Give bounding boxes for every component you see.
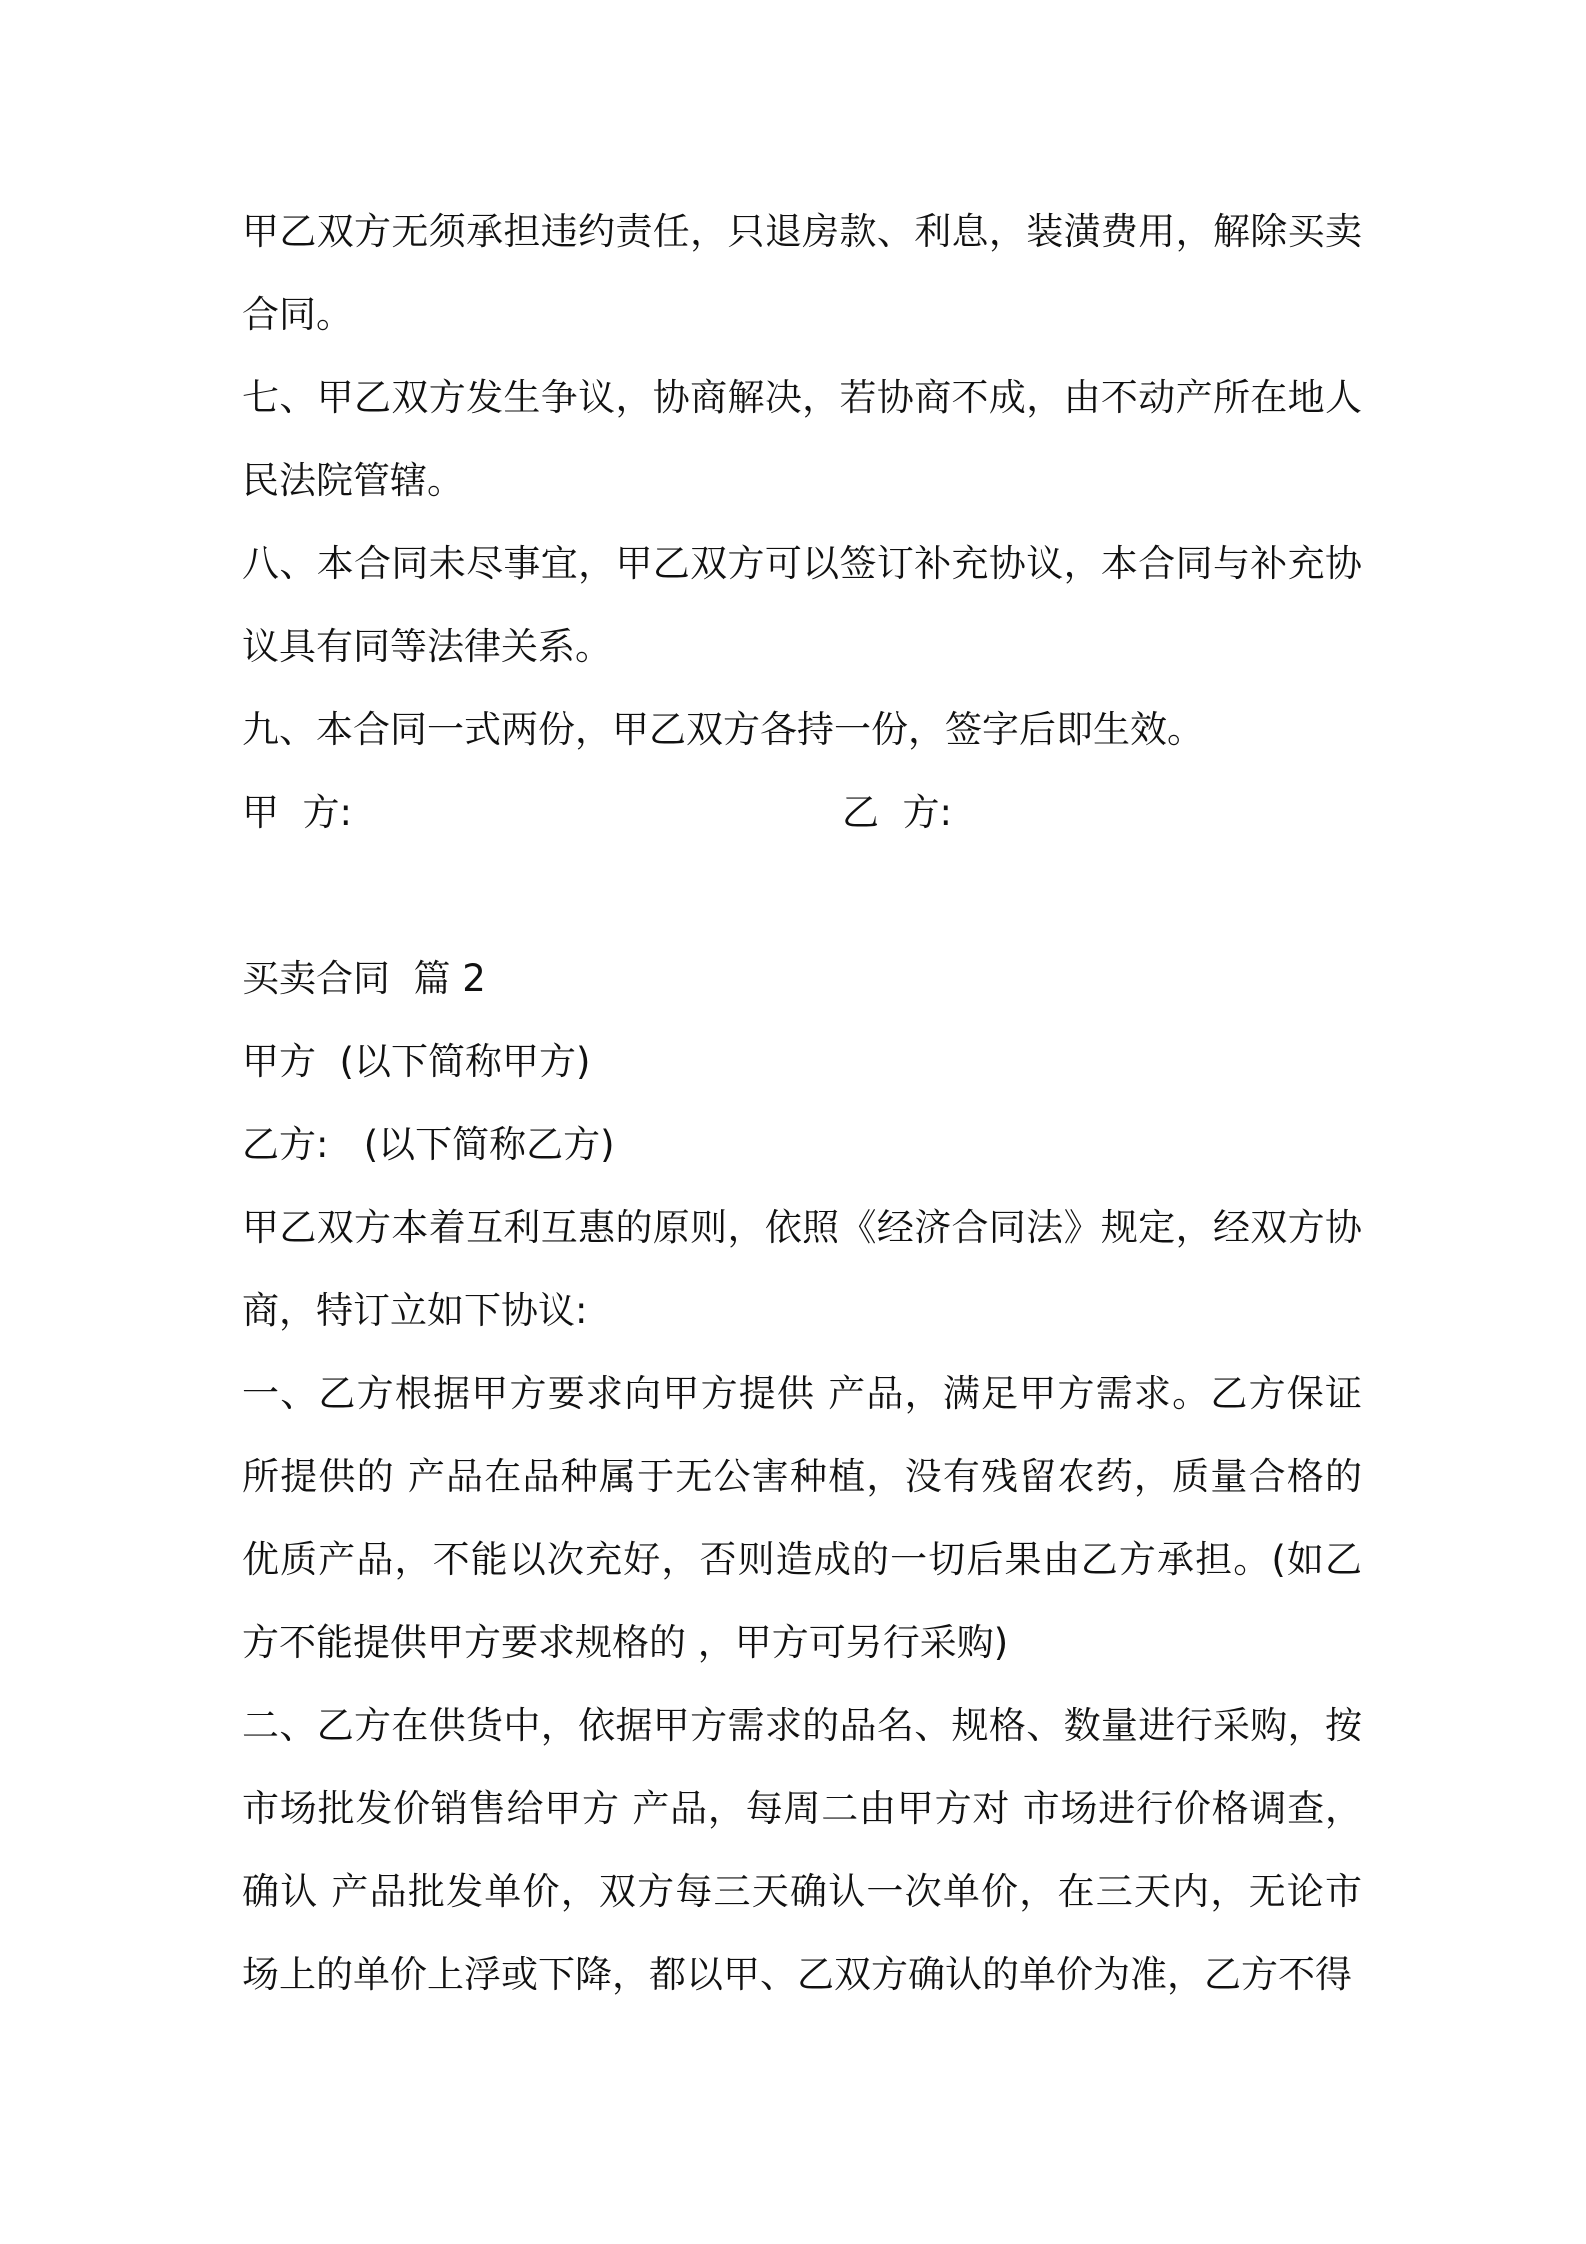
paragraph-intro: 甲乙双方本着互利互惠的原则，依照《经济合同法》规定，经双方协商，特订立如下协议: (242, 1206, 1362, 1332)
paragraph-clause-7: 七、甲乙双方发生争议，协商解决，若协商不成，由不动产所在地人民法院管辖。 (242, 376, 1362, 502)
section-title: 买卖合同 篇 2 (242, 957, 486, 1000)
party-a-signature-label: 甲 方: (242, 791, 352, 834)
paragraph-clause-9: 九、本合同一式两份，甲乙双方各持一份，签字后即生效。 (242, 708, 1204, 751)
party-b-signature-label: 乙 方: (842, 791, 952, 834)
paragraph-clause-2: 二、乙方在供货中，依据甲方需求的品名、规格、数量进行采购，按市场批发价销售给甲方 产品，每周二由甲方对 市场进行价格调查，确认 产品批发单价，双方每三天确认一次单价，在三天内，无论市场上的单价上浮或下降，都以甲、乙双方确认的单价为准，乙方不得 (242, 1704, 1362, 1996)
paragraph-clause-8: 八、本合同未尽事宜，甲乙双方可以签订补充协议，本合同与补充协议具有同等法律关系。 (242, 542, 1362, 668)
paragraph-clause-1: 一、乙方根据甲方要求向甲方提供 产品，满足甲方需求。乙方保证所提供的 产品在品种属于无公害种植，没有残留农药，质量合格的优质产品，不能以次充好，否则造成的一切后果由乙方承担。(如乙方不能提供甲方要求规格的 ，甲方可另行采购) (242, 1372, 1362, 1664)
section-spacer (242, 854, 1362, 937)
party-a-line: 甲方 (以下简称甲方) (242, 1040, 591, 1083)
document-body (242, 190, 1362, 2016)
signature-row (242, 771, 1362, 854)
party-b-line: 乙方: (以下简称乙方) (242, 1123, 615, 1166)
paragraph-continuation: 甲乙双方无须承担违约责任，只退房款、利息，装潢费用，解除买卖合同。 (242, 210, 1362, 336)
